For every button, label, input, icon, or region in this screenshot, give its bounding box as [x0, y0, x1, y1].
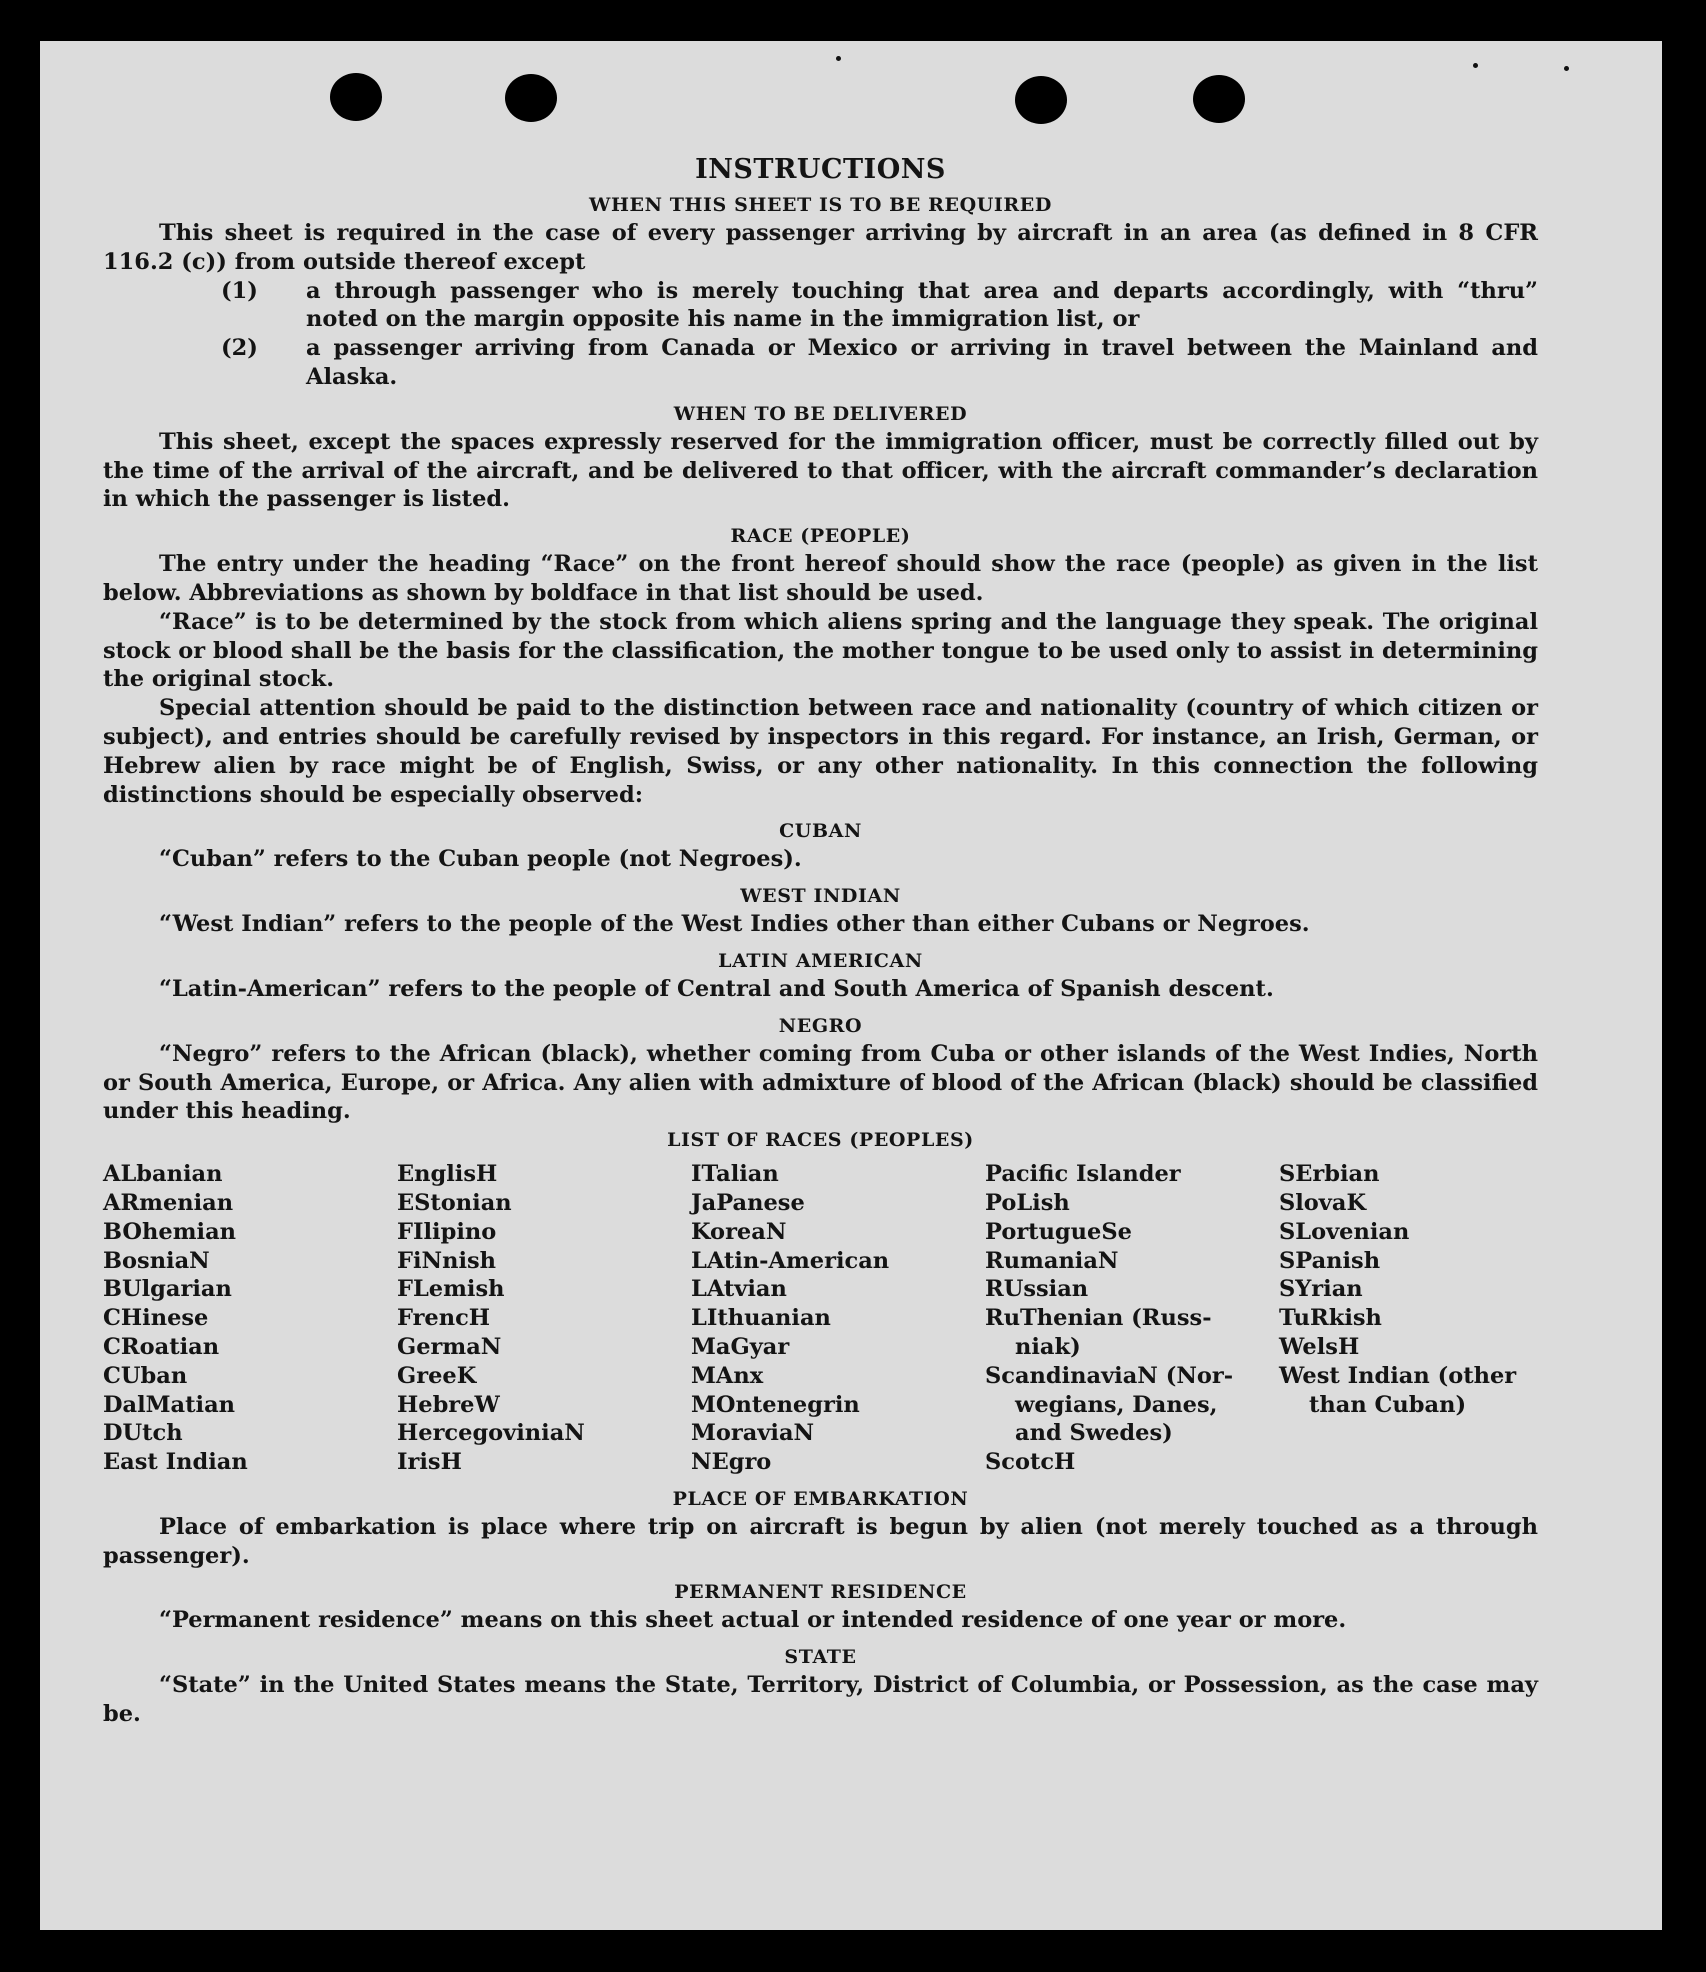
race-entry: ITalian [691, 1161, 779, 1188]
exception-number: (2) [221, 335, 258, 362]
race-entry-continuation: than Cuban) [1309, 1391, 1467, 1418]
race-entry: BosniaN [103, 1247, 210, 1274]
punch-hole [330, 73, 382, 121]
punch-hole [1193, 75, 1245, 123]
race-entry: DUtch [103, 1420, 183, 1447]
document-sheet [40, 41, 1662, 1930]
race-entry: MoraviaN [691, 1420, 815, 1447]
race-list-column [103, 1160, 397, 1477]
race-entry: MOntenegrin [691, 1391, 860, 1418]
latin-american-text: “Latin-American” refers to the people of Central and South America of Spanish descent. [159, 975, 1274, 1002]
embarkation-text: Place of embarkation is place where trip on aircraft is begun by alien (not merely touched as a through passenger). [103, 1513, 1538, 1569]
exception-item [103, 334, 1538, 392]
section-heading-when-delivered: WHEN TO BE DELIVERED [673, 402, 968, 425]
race-entry: LAtin-American [691, 1247, 890, 1274]
when-required-intro: This sheet is required in the case of every passenger arriving by aircraft in an area (as defined in 8 CFR 116.2 (c)) from outside thereof except [103, 220, 1538, 275]
speck [1564, 66, 1569, 71]
race-entry: NEgro [691, 1449, 772, 1476]
section-heading-cuban: CUBAN [779, 820, 862, 843]
section-heading-west-indian: WEST INDIAN [740, 885, 901, 908]
race-entry: ScandinaviaN (Nor- [985, 1362, 1234, 1389]
race-entry: FLemish [397, 1276, 505, 1303]
race-entry: ARmenian [103, 1189, 234, 1216]
section-heading-permanent-residence: PERMANENT RESIDENCE [674, 1581, 967, 1604]
race-entry: FIlipino [397, 1218, 497, 1245]
race-entry: West Indian (other [1279, 1362, 1517, 1389]
section-heading-race: RACE (PEOPLE) [730, 525, 911, 548]
race-entry: RumaniaN [985, 1247, 1119, 1274]
race-entry: SlovaK [1279, 1189, 1367, 1216]
race-entry: East Indian [103, 1449, 248, 1476]
race-entry: DalMatian [103, 1391, 236, 1418]
instructions-body [103, 153, 1538, 1729]
race-entry-continuation: niak) [1015, 1333, 1081, 1360]
speck [1473, 63, 1478, 68]
punch-hole [505, 74, 557, 122]
page-title: INSTRUCTIONS [695, 154, 946, 185]
permanent-residence-text: “Permanent residence” means on this sheet actual or intended residence of one year or more. [159, 1607, 1347, 1634]
race-entry: CRoatian [103, 1333, 220, 1360]
race-entry: MaGyar [691, 1333, 790, 1360]
section-heading-state: STATE [784, 1646, 857, 1669]
race-entry: SPanish [1279, 1247, 1381, 1274]
race-entry: EStonian [397, 1189, 512, 1216]
race-entry: BOhemian [103, 1218, 237, 1245]
race-paragraph: “Race” is to be determined by the stock from which aliens spring and the language they speak. The original stock or blood shall be the basis for the classification, the mother tongue to be used only to assist in determining the original stock. [103, 608, 1538, 693]
race-list-column [691, 1160, 985, 1477]
race-entry: SErbian [1279, 1161, 1380, 1188]
race-entry: GermaN [397, 1333, 502, 1360]
speck [836, 56, 841, 61]
exception-item [103, 277, 1538, 335]
race-list-grid [103, 1160, 1538, 1477]
race-paragraph: Special attention should be paid to the distinction between race and nationality (country of which citizen or subject), and entries should be carefully revised by inspectors in this regard. For instance, an Irish, German, or Hebrew alien by race might be of English, Swiss, or any other nationality. In this connection the following distinctions should be especially observed: [103, 695, 1538, 808]
when-delivered-text: This sheet, except the spaces expressly reserved for the immigration officer, must be correctly filled out by the time of the arrival of the aircraft, and be delivered to that officer, with the aircraft commander’s declaration in which the passenger is listed. [103, 428, 1538, 513]
section-heading-latin-american: LATIN AMERICAN [718, 949, 923, 972]
race-list-column [985, 1160, 1279, 1477]
race-entry: CUban [103, 1362, 188, 1389]
race-entry: KoreaN [691, 1218, 787, 1245]
race-entry: LIthuanian [691, 1305, 831, 1332]
race-entry: SLovenian [1279, 1218, 1410, 1245]
section-heading-embarkation: PLACE OF EMBARKATION [672, 1487, 969, 1510]
race-entry-continuation: and Swedes) [1015, 1420, 1173, 1447]
race-entry: HercegoviniaN [397, 1420, 585, 1447]
race-entry: BUlgarian [103, 1276, 232, 1303]
exception-text: a through passenger who is merely touching that area and departs accordingly, with “thru” noted on the margin opposite his name in the immigration list, or [306, 277, 1538, 333]
race-entry: EnglisH [397, 1161, 498, 1188]
race-entry: ScotcH [985, 1449, 1076, 1476]
race-entry: RuThenian (Russ- [985, 1305, 1212, 1332]
state-text: “State” in the United States means the State, Territory, District of Columbia, or Possession, as the case may be. [103, 1672, 1538, 1728]
race-entry: TuRkish [1279, 1305, 1382, 1332]
section-heading-when-required: WHEN THIS SHEET IS TO BE REQUIRED [589, 194, 1052, 216]
race-entry: PoLish [985, 1189, 1070, 1216]
negro-text: “Negro” refers to the African (black), whether coming from Cuba or other islands of the West Indies, North or South America, Europe, or Africa. Any alien with admixture of blood of the African (black) should be classified under this heading. [103, 1040, 1538, 1125]
race-entry: CHinese [103, 1305, 209, 1332]
section-heading-list-of-races: LIST OF RACES (PEOPLES) [667, 1129, 974, 1152]
race-entry: IrisH [397, 1449, 462, 1476]
exception-text: a passenger arriving from Canada or Mexico or arriving in travel between the Mainland and Alaska. [306, 335, 1538, 390]
race-paragraph: The entry under the heading “Race” on the front hereof should show the race (people) as given in the list below. Abbreviations as shown by boldface in that list should be used. [103, 551, 1538, 606]
race-entry-continuation: wegians, Danes, [1015, 1391, 1218, 1418]
punch-hole [1015, 76, 1067, 124]
race-entry: SYrian [1279, 1276, 1363, 1303]
section-heading-negro: NEGRO [778, 1014, 863, 1037]
west-indian-text: “West Indian” refers to the people of the West Indies other than either Cubans or Negroes. [159, 911, 1310, 938]
race-entry: ALbanian [103, 1161, 223, 1188]
exception-number: (1) [221, 277, 258, 304]
race-entry: JaPanese [691, 1189, 805, 1216]
race-entry: PortugueSe [985, 1218, 1132, 1245]
race-entry: FrencH [397, 1305, 491, 1332]
race-entry: WelsH [1279, 1333, 1360, 1360]
race-entry: MAnx [691, 1362, 764, 1389]
race-list-column [397, 1160, 691, 1477]
race-entry: LAtvian [691, 1276, 787, 1303]
race-list-column [1279, 1160, 1573, 1477]
race-entry: Pacific Islander [985, 1161, 1181, 1188]
race-entry: RUssian [985, 1276, 1089, 1303]
race-entry: FiNnish [397, 1247, 497, 1274]
race-entry: GreeK [397, 1362, 477, 1389]
race-entry: HebreW [397, 1391, 500, 1418]
cuban-text: “Cuban” refers to the Cuban people (not Negroes). [159, 846, 802, 873]
